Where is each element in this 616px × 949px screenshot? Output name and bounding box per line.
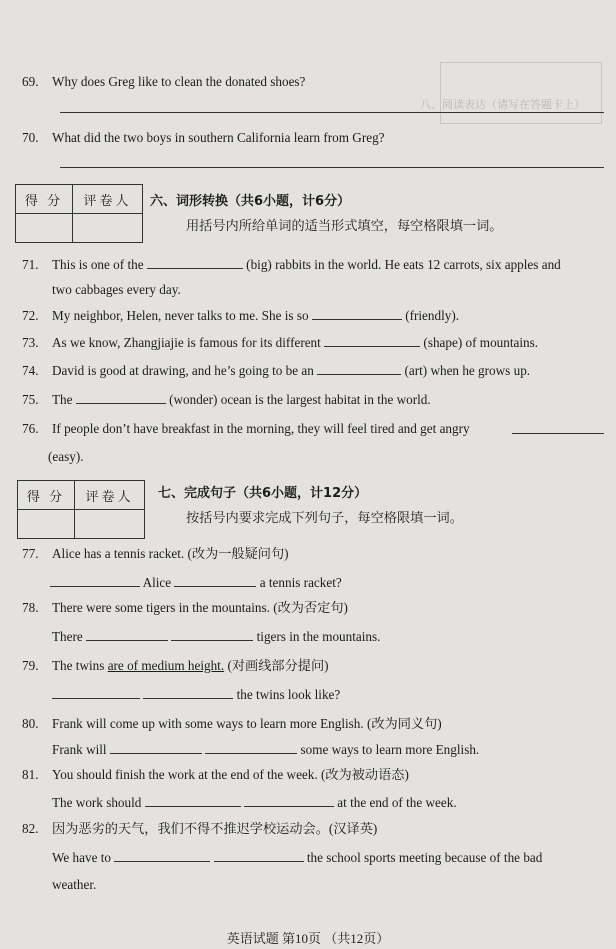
question-text-tail: (big) rabbits in the world. He eats 12 carrots, six apples and — [246, 257, 561, 272]
question-text: You should finish the work at the end of the week. (改为被动语态) — [52, 767, 409, 782]
answer-blank[interactable] — [76, 391, 166, 404]
question-74 — [22, 362, 530, 379]
question-71 — [22, 256, 561, 273]
answer-blank[interactable] — [317, 362, 401, 375]
question-number: 76. — [22, 421, 39, 436]
answer-text: Alice — [142, 575, 172, 590]
question-number: 77. — [22, 546, 39, 561]
question-number: 78. — [22, 600, 39, 615]
question-number: 74. — [22, 363, 39, 378]
question-text: This is one of the — [52, 257, 144, 272]
section-6-title: 六、词形转换（共6小题，计6分） — [150, 194, 351, 209]
answer-blank[interactable] — [50, 574, 140, 587]
question-81-answer — [52, 794, 457, 811]
answer-text: The work should — [52, 795, 142, 810]
question-76-continued: (easy). — [48, 449, 84, 464]
answer-blank[interactable] — [244, 794, 334, 807]
bleed-through-header: 八、阅读表达（请写在答题卡上） — [420, 99, 585, 111]
question-72 — [22, 307, 459, 324]
question-77 — [22, 546, 289, 562]
question-69 — [22, 74, 305, 90]
answer-text: Frank will — [52, 742, 107, 757]
question-number: 69. — [22, 74, 39, 89]
section-7-instructions: 按括号内要求完成下列句子，每空格限填一词。 — [186, 510, 463, 525]
question-79-answer — [52, 686, 340, 703]
question-71-continued: two cabbages every day. — [52, 282, 181, 297]
answer-text-tail: the school sports meeting because of the bad — [306, 850, 543, 865]
question-text-tail: (art) when he grows up. — [404, 363, 531, 378]
question-81 — [22, 767, 409, 783]
question-text-tail: (shape) of mountains. — [423, 335, 539, 350]
section-7-title: 七、完成句子（共6小题，计12分） — [158, 486, 368, 501]
question-text: My neighbor, Helen, never talks to me. She is so — [52, 308, 309, 323]
question-75 — [22, 391, 431, 408]
answer-blank[interactable] — [110, 741, 202, 754]
grader-header: 评卷人 — [75, 481, 145, 510]
question-76 — [22, 421, 470, 437]
question-number: 73. — [22, 335, 39, 350]
answer-blank-76[interactable] — [512, 433, 604, 434]
answer-blank[interactable] — [174, 574, 256, 587]
answer-text-tail: at the end of the week. — [337, 795, 457, 810]
question-78 — [22, 600, 348, 616]
score-header: 得 分 — [18, 481, 75, 510]
answer-blank[interactable] — [324, 334, 420, 347]
answer-line-70[interactable] — [60, 167, 604, 168]
bleed-through-box — [440, 62, 602, 124]
question-79 — [22, 658, 329, 674]
question-number: 82. — [22, 821, 39, 836]
answer-blank[interactable] — [145, 794, 241, 807]
answer-text-tail: tigers in the mountains. — [256, 629, 381, 644]
question-number: 79. — [22, 658, 39, 673]
question-80-answer — [52, 741, 479, 758]
answer-blank[interactable] — [86, 628, 168, 641]
answer-blank[interactable] — [143, 686, 233, 699]
question-80 — [22, 716, 442, 732]
score-cell[interactable] — [18, 510, 75, 539]
question-text: Alice has a tennis racket. (改为一般疑问句) — [52, 546, 289, 561]
answer-line-69[interactable] — [60, 112, 604, 113]
answer-blank[interactable] — [205, 741, 297, 754]
question-70 — [22, 130, 385, 146]
question-text: 因为恶劣的天气，我们不得不推迟学校运动会。(汉译英) — [52, 821, 378, 836]
answer-blank[interactable] — [171, 628, 253, 641]
section-6-instructions: 用括号内所给单词的适当形式填空，每空格限填一词。 — [186, 218, 503, 233]
score-table-section-6 — [15, 184, 143, 243]
question-instruction: (对画线部分提问) — [227, 658, 329, 673]
question-text: The — [52, 392, 73, 407]
answer-text-tail: a tennis racket? — [259, 575, 342, 590]
question-text: The twins — [52, 658, 105, 673]
question-text: If people don’t have breakfast in the morning, they will feel tired and get angry — [52, 421, 470, 436]
question-text: Why does Greg like to clean the donated shoes? — [52, 74, 306, 89]
grader-header: 评卷人 — [73, 185, 143, 214]
question-number: 72. — [22, 308, 39, 323]
answer-blank[interactable] — [147, 256, 243, 269]
question-77-answer — [50, 574, 342, 591]
score-cell[interactable] — [16, 214, 73, 243]
question-number: 70. — [22, 130, 39, 145]
answer-text-tail: some ways to learn more English. — [300, 742, 480, 757]
question-text-tail: (wonder) ocean is the largest habitat in the world. — [169, 392, 431, 407]
grader-cell[interactable] — [73, 214, 143, 243]
score-header: 得 分 — [16, 185, 73, 214]
question-text: There were some tigers in the mountains. (改为否定句) — [52, 600, 348, 615]
answer-text-tail: the twins look like? — [236, 687, 341, 702]
answer-blank[interactable] — [214, 849, 304, 862]
question-82 — [22, 821, 377, 837]
question-text: What did the two boys in southern California learn from Greg? — [52, 130, 385, 145]
question-78-answer — [52, 628, 380, 645]
underlined-phrase: are of medium height. — [107, 658, 225, 673]
question-number: 81. — [22, 767, 39, 782]
question-number: 80. — [22, 716, 39, 731]
question-text: As we know, Zhangjiajie is famous for its different — [52, 335, 321, 350]
page-footer: 英语试题 第10页 （共12页） — [226, 931, 390, 946]
answer-blank[interactable] — [52, 686, 140, 699]
score-table-section-7 — [17, 480, 145, 539]
question-text: David is good at drawing, and he’s going to be an — [52, 363, 314, 378]
answer-blank[interactable] — [114, 849, 210, 862]
question-text: Frank will come up with some ways to learn more English. (改为同义句) — [52, 716, 442, 731]
answer-text: There — [52, 629, 83, 644]
question-82-answer — [52, 849, 542, 866]
question-text-tail: (friendly). — [405, 308, 460, 323]
question-73 — [22, 334, 538, 351]
answer-text: We have to — [52, 850, 111, 865]
question-number: 71. — [22, 257, 39, 272]
grader-cell[interactable] — [75, 510, 145, 539]
question-82-continued: weather. — [52, 877, 97, 892]
answer-blank[interactable] — [312, 307, 402, 320]
question-number: 75. — [22, 392, 39, 407]
